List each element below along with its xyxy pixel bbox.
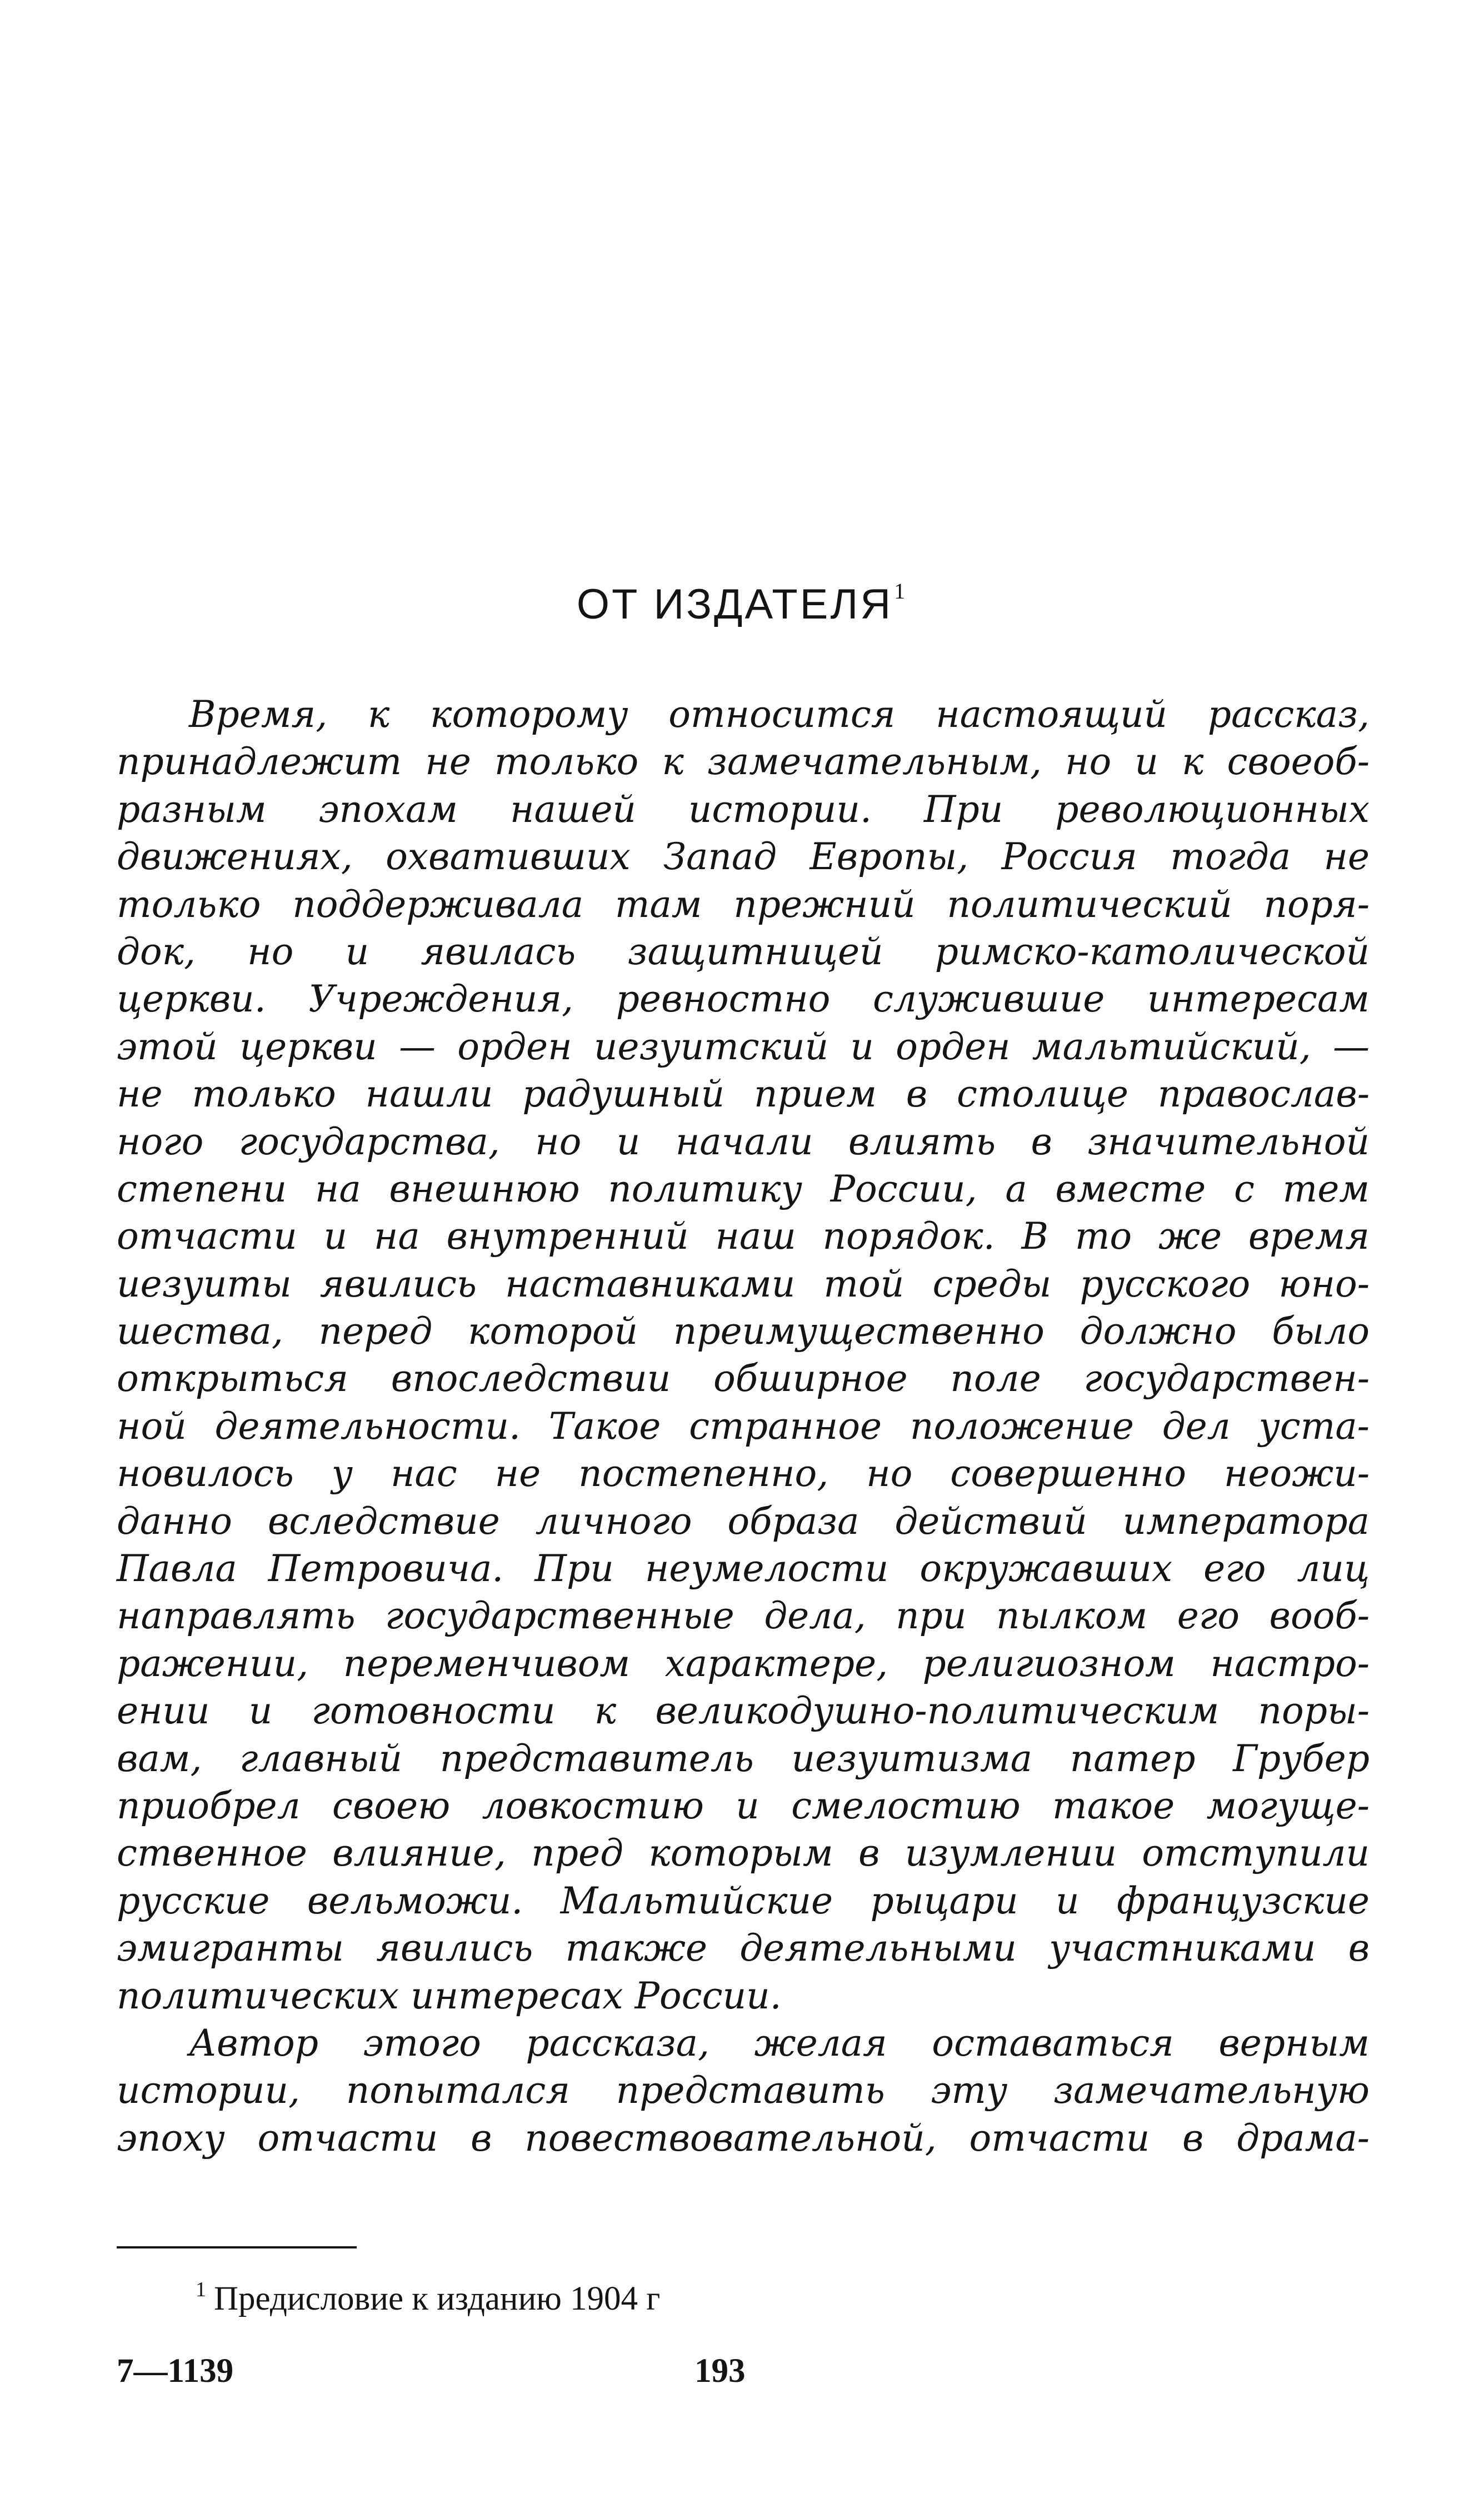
footnote-mark: 1	[196, 2278, 206, 2301]
text-line: разным эпохам нашей истории. При революционных	[117, 787, 1370, 831]
footnote-divider	[117, 2246, 357, 2248]
text-line: Автор этого рассказа, желая оставаться верным	[189, 2021, 1370, 2065]
text-line: истории, попытался представить эту замечательную	[117, 2069, 1370, 2112]
footnote	[196, 2277, 660, 2318]
text-line: русские вельможи. Мальтийские рыцари и французские	[117, 1879, 1370, 1922]
footnote-text: Предисловие к изданию 1904 г	[214, 2280, 661, 2317]
text-line: только поддерживала там прежний политический поря-	[117, 882, 1370, 926]
text-line: ной деятельности. Такое странное положение дел уста-	[117, 1404, 1370, 1448]
text-line: док, но и явилась защитницей римско-католической	[117, 930, 1370, 973]
paragraph	[117, 691, 1370, 2020]
text-line: направлять государственные дела, при пылком его вооб-	[117, 1594, 1370, 1638]
text-line: Павла Петровича. При неумелости окружавших его лиц	[117, 1547, 1370, 1590]
chapter-title-text: ОТ ИЗДАТЕЛЯ	[576, 581, 893, 628]
paragraph	[117, 2020, 1370, 2162]
text-line: новилось у нас не постепенно, но совершенно неожи-	[117, 1452, 1370, 1495]
text-line: не только нашли радушный прием в столице православ-	[117, 1073, 1370, 1116]
text-line: этой церкви — орден иезуитский и орден мальтийский, —	[117, 1025, 1370, 1068]
text-line: ражении, переменчивом характере, религиозном настро-	[117, 1642, 1370, 1685]
text-line: иезуиты явились наставниками той среды русского юно-	[117, 1262, 1370, 1305]
text-line: отчасти и на внутренний наш порядок. В то же время	[117, 1215, 1370, 1258]
printer-signature: 7—1139	[117, 2352, 234, 2390]
text-line: вам, главный представитель иезуитизма патер Грубер	[117, 1737, 1370, 1780]
text-line: степени на внешнюю политику России, а вместе с тем	[117, 1167, 1370, 1210]
text-line: приобрел своею ловкостию и смелостию такое могуще-	[117, 1784, 1370, 1827]
page-number: 193	[694, 2352, 746, 2390]
text-line: эмигранты явились также деятельными участниками в	[117, 1927, 1370, 1970]
text-line: церкви. Учреждения, ревностно служившие интересам	[117, 978, 1370, 1021]
body-text	[117, 691, 1370, 2162]
title-footnote-mark: 1	[894, 579, 908, 604]
text-line: ении и готовности к великодушно-политическим поры-	[117, 1689, 1370, 1733]
text-line: шества, перед которой преимущественно должно было	[117, 1310, 1370, 1353]
text-line: данно вследствие личного образа действий императора	[117, 1499, 1370, 1543]
text-line: открыться впоследствии обширное поле государствен-	[117, 1357, 1370, 1400]
text-line: эпоху отчасти в повествовательной, отчасти в драма-	[117, 2116, 1370, 2160]
text-line: политических интересах России.	[117, 1974, 782, 2017]
text-line: ного государства, но и начали влиять в значительной	[117, 1120, 1370, 1163]
chapter-title	[0, 578, 1484, 629]
text-line: принадлежит не только к замечательным, но и к своеоб-	[117, 740, 1370, 784]
text-line: движениях, охвативших Запад Европы, Россия тогда не	[117, 835, 1370, 879]
text-line: Время, к которому относится настоящий рассказ,	[189, 693, 1370, 736]
text-line: ственное влияние, пред которым в изумлении отступили	[117, 1832, 1370, 1875]
